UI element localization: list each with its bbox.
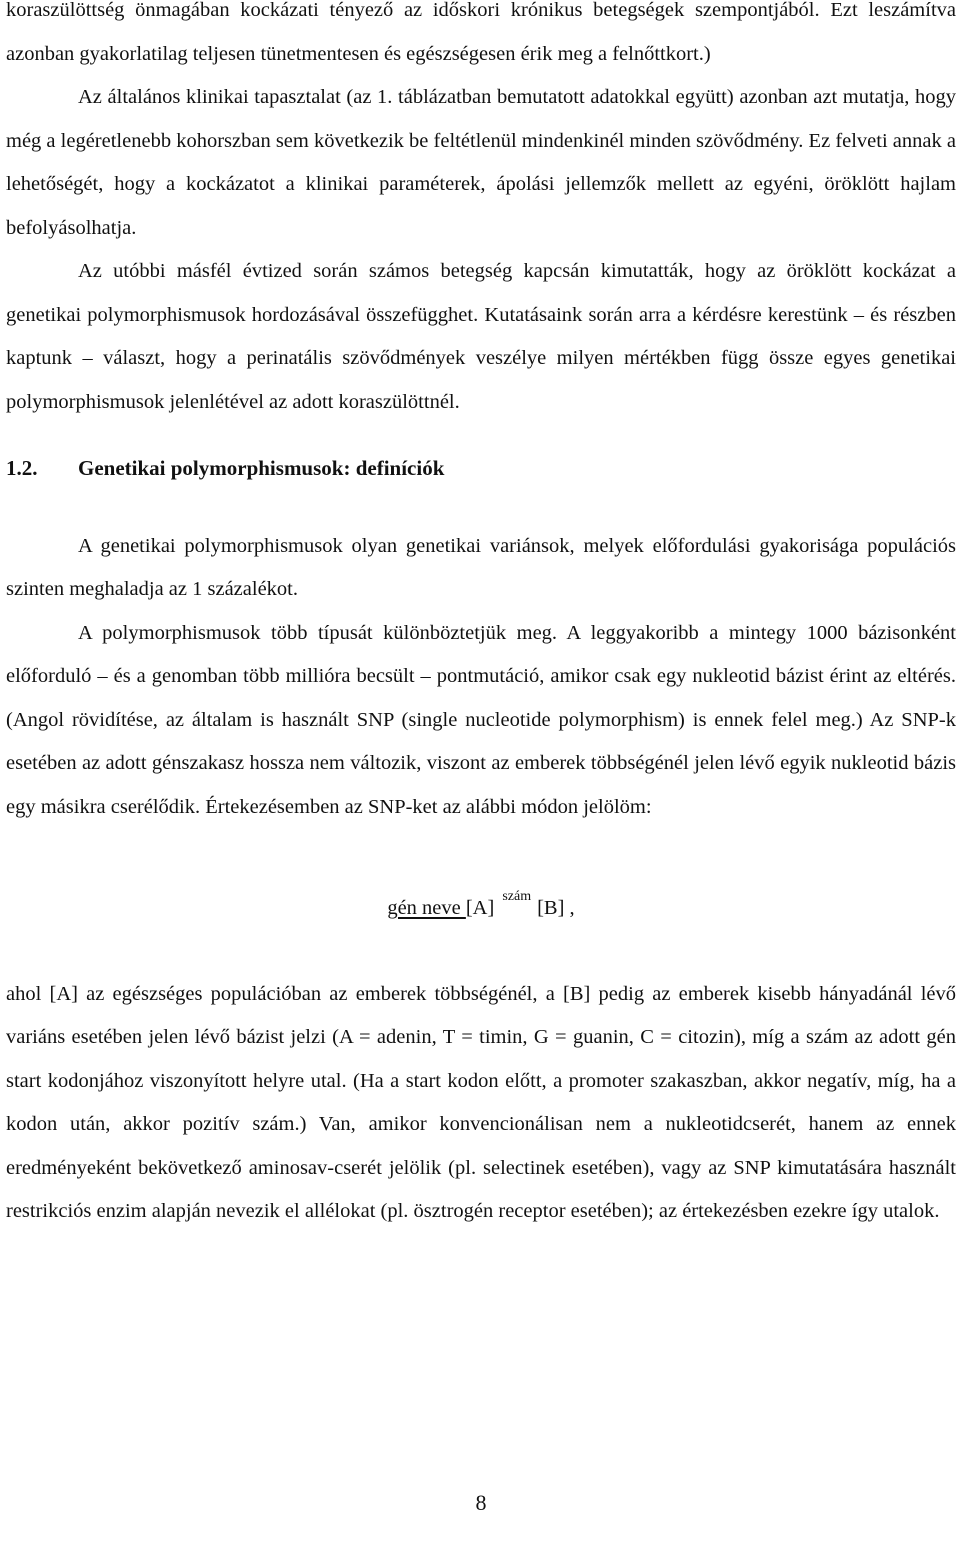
- body-paragraph-4: A genetikai polymorphismusok olyan genetikai variánsok, melyek előfordulási gyakorisága populációs szinten meghaladja az 1 százalékot.: [6, 534, 956, 600]
- body-paragraph-6: ahol [A] az egészséges populációban az emberek többségénél, a [B] pedig az emberek kisebb hányadánál lévő variáns esetében jelen lévő bázist jelzi (A = adenin, T = timin, G = guanin, C = citozin), míg a szám az adott gén start kodonjához viszonyított helyre utal. (Ha a start kodon előtt, a promoter szakaszban, akkor negatív, míg, ha a kodon után, akkor pozitív szám.) Van, amikor konvencionálisan nem a nukleotidcserét, hanem az ennek eredményeként bekövetkező aminosav-cserét jelölik (pl. selectinek esetében), vagy az SNP kimutatására használt restrikciós enzim alapján nevezik el allélokat (pl. ösztrogén receptor esetében); az értekezésben ezekre így utalok.: [6, 982, 956, 1222]
- formula-suffix: ,: [564, 897, 575, 919]
- section-number: 1.2.: [6, 456, 38, 480]
- body-paragraph-5: A polymorphismusok több típusát különböztetjük meg. A leggyakoribb a mintegy 1000 bázisonként előforduló – és a genomban több millióra becsült – pontmutáció, amikor csak egy nukleotid bázist érint az eltérés. (Angol rövidítése, az általam is használt SNP (single nucleotide polymorphism) is ennek felel meg.) Az SNP-k esetében az adott génszakasz hossza nem változik, viszont az emberek többségénél jelen lévő egyik nukleotid bázis egy másikra cserélődik. Értekezésemben az SNP-ket az alábbi módon jelölöm:: [6, 621, 956, 818]
- page-number: 8: [475, 1490, 487, 1515]
- formula-gene-name: gén neve: [387, 897, 466, 919]
- section-heading: [6, 447, 956, 491]
- section-title: Genetikai polymorphismusok: definíciók: [78, 456, 445, 480]
- snp-notation-formula: [6, 887, 956, 931]
- formula-position: szám: [502, 889, 532, 904]
- document-page: [6, 0, 956, 1541]
- body-paragraph-2: Az általános klinikai tapasztalat (az 1. táblázatban bemutatott adatokkal együtt) azonban azt mutatja, hogy még a legéretlenebb kohorszban sem következik be feltétlenül mindenkinél minden szövődmény. Ez felveti annak a lehetőségét, hogy a kockázatot a klinikai paraméterek, ápolási jellemzők mellett az egyéni, öröklött hajlam befolyásolhatja.: [6, 86, 956, 239]
- formula-allele-a: [A]: [465, 897, 495, 919]
- body-paragraph-3: Az utóbbi másfél évtized során számos betegség kapcsán kimutatták, hogy az öröklött kockázat a genetikai polymorphismusok hordozásával összefügghet. Kutatásaink során arra a kérdésre kerestünk – és részben kaptunk – választ, hogy a perinatális szövődmények veszélye milyen mértékben függ össze egyes genetikai polymorphismusok jelenlétével az adott koraszülöttnél.: [6, 260, 956, 413]
- formula-allele-b: [B]: [537, 897, 565, 919]
- body-paragraph-1: koraszülöttség önmagában kockázati tényező az időskori krónikus betegségek szempontjából. Ezt leszámítva azonban gyakorlatilag teljesen tünetmentesen és egészségesen érik meg a felnőttkort.): [6, 0, 956, 65]
